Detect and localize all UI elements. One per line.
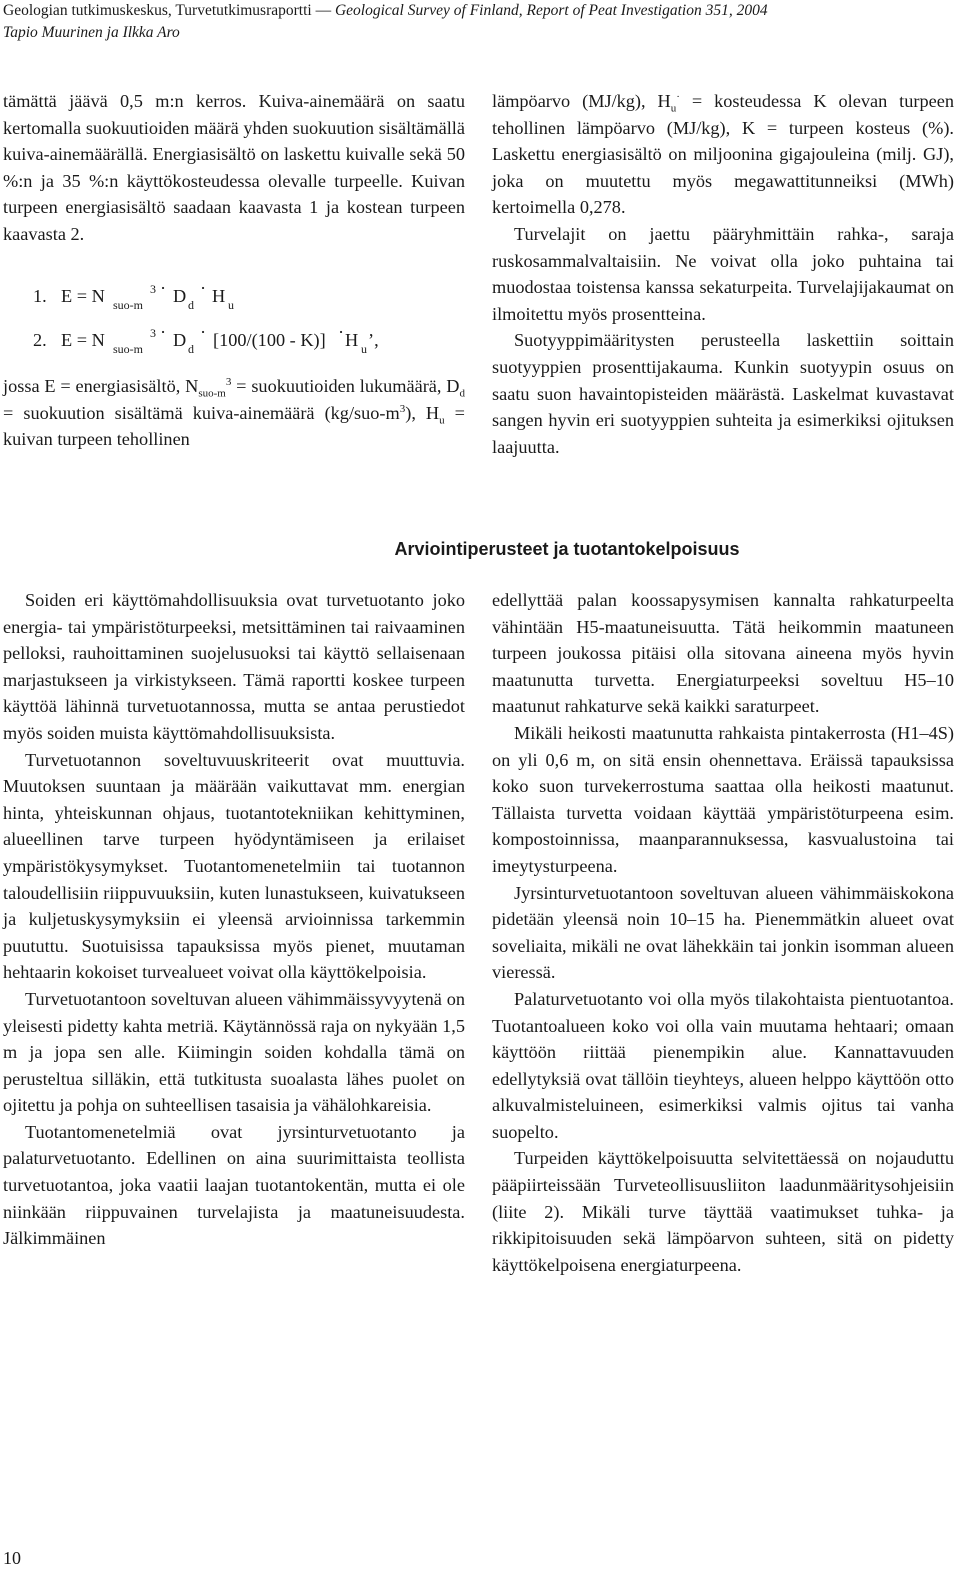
bottom-left-column xyxy=(3,587,465,1252)
formula-dot: · xyxy=(160,322,167,342)
paragraph: Turvetuotantoon soveltuvan alueen vähimmäissyvyytenä on yleisesti pidetty kahta metriä. Käytännössä raja on nykyään 1,5 m ja jopa sen alle. Kiimingin soiden kohdalla tämä on perusteltua silläkin, että tutkitusta suoalasta lähes puolet on ojitettu ja pohja on suhteellisen tasaisia ja vähälohkareisia. xyxy=(3,988,465,1116)
formula-dot: · xyxy=(160,278,167,298)
paragraph: Turvetuotannon soveltuvuuskriteerit ovat muuttuvia. Muutoksen suuntaan ja määrään vaikuttavat mm. energian hinta, yhteiskunnan ohjaus, tuotantotekniikan kehittyminen, alueellinen tarve turpeen hyödyntämiseen ja erilaiset ympäristökysymykset. Tuotantomenetelmiin tai tuotannon taloudellisiin riippuvuuksiin, kuten lunastukseen, kuivatukseen ja kuljetuskysymyksiin ei yleensä arvioinnissa tarkemmin puututtu. Suotuisissa tapauksissa myös pienet, muutaman hehtaarin kokoiset turvealueet voivat olla käyttökelpoisia. xyxy=(3,749,465,983)
header-series: Geological Survey of Finland, Report of Peat Investigation 351, 2004 xyxy=(334,2,768,19)
formula-subscript: d xyxy=(188,342,194,356)
formula-dot: · xyxy=(338,322,345,342)
formula-dot: · xyxy=(200,278,207,298)
formula-dot: · xyxy=(200,322,207,342)
paragraph: Palaturvetuotanto voi olla myös tilakohtaista pientuotantoa. Tuotantoalueen koko voi olla vain muutama hehtaari; omaan käyttöön riittää pienempikin alue. Kannattavuuden edellytyksiä ovat tällöin tieyhteys, alueen helppo käyttöön otto alkuvalmisteluineen, esimerkiksi valmis ojitus tai vanha suopelto. xyxy=(492,988,954,1142)
paragraph: Jyrsinturvetuotantoon soveltuvan alueen vähimmäiskokona pidetään yleensä noin 10–15 ha. Pienemmätkin alueet ovat soveliaita, mikäli ne ovat lähekkäin tai jonkin isomman alueen vieressä. xyxy=(492,882,954,983)
header-authors: Tapio Muurinen ja Ilkka Aro xyxy=(3,24,180,41)
formula-d: D xyxy=(173,330,187,350)
header-publisher: Geologian tutkimuskeskus, Turvetutkimusraportti — xyxy=(3,2,335,19)
formula-number: 2. xyxy=(33,330,47,350)
formula-h: H xyxy=(212,286,226,306)
formula-d: D xyxy=(173,286,187,306)
formula-1 xyxy=(3,278,465,323)
formula-subscript: suo-m xyxy=(113,342,143,356)
paragraph: tämättä jäävä 0,5 m:n kerros. Kuiva-ainemäärä on saatu kertomalla suokuutioiden määrä yhden suokuution sisältämällä kuiva-ainemäärällä. Energiasisältö on laskettu kuivalle sekä 50 %:n ja 35 %:n käyttökosteudessa olevalle turpeelle. Kuivan turpeen energiasisältö saadaan kaavasta 1 ja kostean turpeen kaavasta 2. xyxy=(3,91,465,244)
section-title: Arviointiperusteet ja tuotantokelpoisuus xyxy=(394,539,740,559)
bottom-right-column xyxy=(492,587,954,1278)
paragraph: Turpeiden käyttökelpoisuutta selvitettäessä on nojauduttu pääpiirteissään Turveteollisuusliiton laadunmääritysohjeisiin (liite 2). Mikäli turve täyttää vaatimukset tuhka- ja rikkipitoisuuden sekä lämpöarvon suhteen, sitä on pidetty käyttökelpoisena energiaturpeena. xyxy=(492,1148,954,1275)
running-header xyxy=(3,0,953,44)
formula-subscript: u xyxy=(228,298,234,312)
formula-subscript: suo-m xyxy=(113,298,143,312)
header-line-1 xyxy=(3,0,953,22)
paragraph: Suotyyppimääritysten perusteella laskettiin soittain suotyyppien prosenttijakauma. Kunkin suotyypin osuus on saatu suon havaintopisteiden määrästä. Laskelmat kuvastavat sangen hyvin eri suotyyppien suhteita ja esimerkiksi ojituksen laajuutta. xyxy=(492,330,954,457)
paragraph: lämpöarvo (MJ/kg), $H_u^\cdot$ = kosteudessa K olevan turpeen tehollinen lämpöarvo (MJ/kg), K = turpeen kosteus (%). Laskettu energiasisältö on miljoonina gigajouleina (milj. GJ), joka on muutettu myös megawattitunneiksi (MWh) kertoimella 0,278. xyxy=(492,90,954,218)
paragraph: Tuotantomenetelmiä ovat jyrsinturvetuotanto ja palaturvetuotanto. Edellinen on aina suurimittaista teollista turvetuotantoa, joka vaatii laajan tuotantokentän, mutta ei ole niinkään riippuvainen turvelajista ja maatuneisuudesta. Jälkimmäinen xyxy=(3,1121,465,1249)
formula-superscript: 3 xyxy=(150,326,156,340)
formula-number: 1. xyxy=(33,286,47,306)
formula-lhs: E = N xyxy=(61,286,105,306)
formula-2 xyxy=(3,322,465,367)
paragraph: edellyttää palan koossapysymisen kannalta rahkaturpeelta vähintään H5-maatuneisuutta. Tätä heikommin maatuneen turpeen joukossa pitäisi olla sitovana aineena myös hyvin maatunutta turvetta. Energiaturpeeksi soveltuu H5–10 maatunut rahkaturve sekä kaikki saraturpeet. xyxy=(492,590,954,717)
paragraph: Soiden eri käyttömahdollisuuksia ovat turvetuotanto joko energia- tai ympäristöturpeeksi, metsittäminen tai raivaaminen pelloksi, rauhoittaminen suojelusuoksi tai käyttö sellaisenaan marjastukseen ja virkistykseen. Tämä raportti koskee turpeen käyttöä lähinnä turvetuotannossa, mutta se antaa perustiedot myös soiden muista käyttömahdollisuuksista. xyxy=(3,590,465,743)
formula-lhs: E = N xyxy=(61,330,105,350)
paragraph: Turvelajit on jaettu pääryhmittäin rahka-, saraja ruskosammalvaltaisiin. Ne voivat olla joko puhtaina tai muodostaa toistensa kanssa sekaturpeita. Turvelajijakaumat on ilmoitettu myös prosentteina. xyxy=(492,223,954,324)
formula-moisture-term: [100/(100 - K)] xyxy=(213,330,326,350)
top-right-column xyxy=(492,88,954,460)
paragraph-definitions: jossa E = energiasisältö, $N_{suo-m}^3$ = suokuutioiden lukumäärä, $D_d$ = suokuution sisältämä kuiva-ainemäärä $(kg/suo-m^3)$, $H_u$ = kuivan turpeen tehollinen xyxy=(3,375,466,450)
paragraph: Mikäli heikosti maatunutta rahkaista pintakerrosta (H1–4S) on yli 0,6 m, on sitä ensin ohennettava. Eräissä tapauksissa koko suon turvekerrostuma saattaa olla heikosti maatunut. Tällaista turvetta voidaan käyttää ympäristöturpeena esim. kompostoinnissa, maanparannuksessa, kasvualustoina tai imeytysturpeena. xyxy=(492,722,954,876)
formula-subscript: d xyxy=(188,298,194,312)
formula-superscript: 3 xyxy=(150,282,156,296)
formula-tail: ’, xyxy=(368,330,379,350)
formula-subscript: u xyxy=(361,342,367,356)
page-number: 10 xyxy=(3,1548,21,1568)
formula-h: H xyxy=(345,330,359,350)
top-left-column xyxy=(3,88,465,453)
